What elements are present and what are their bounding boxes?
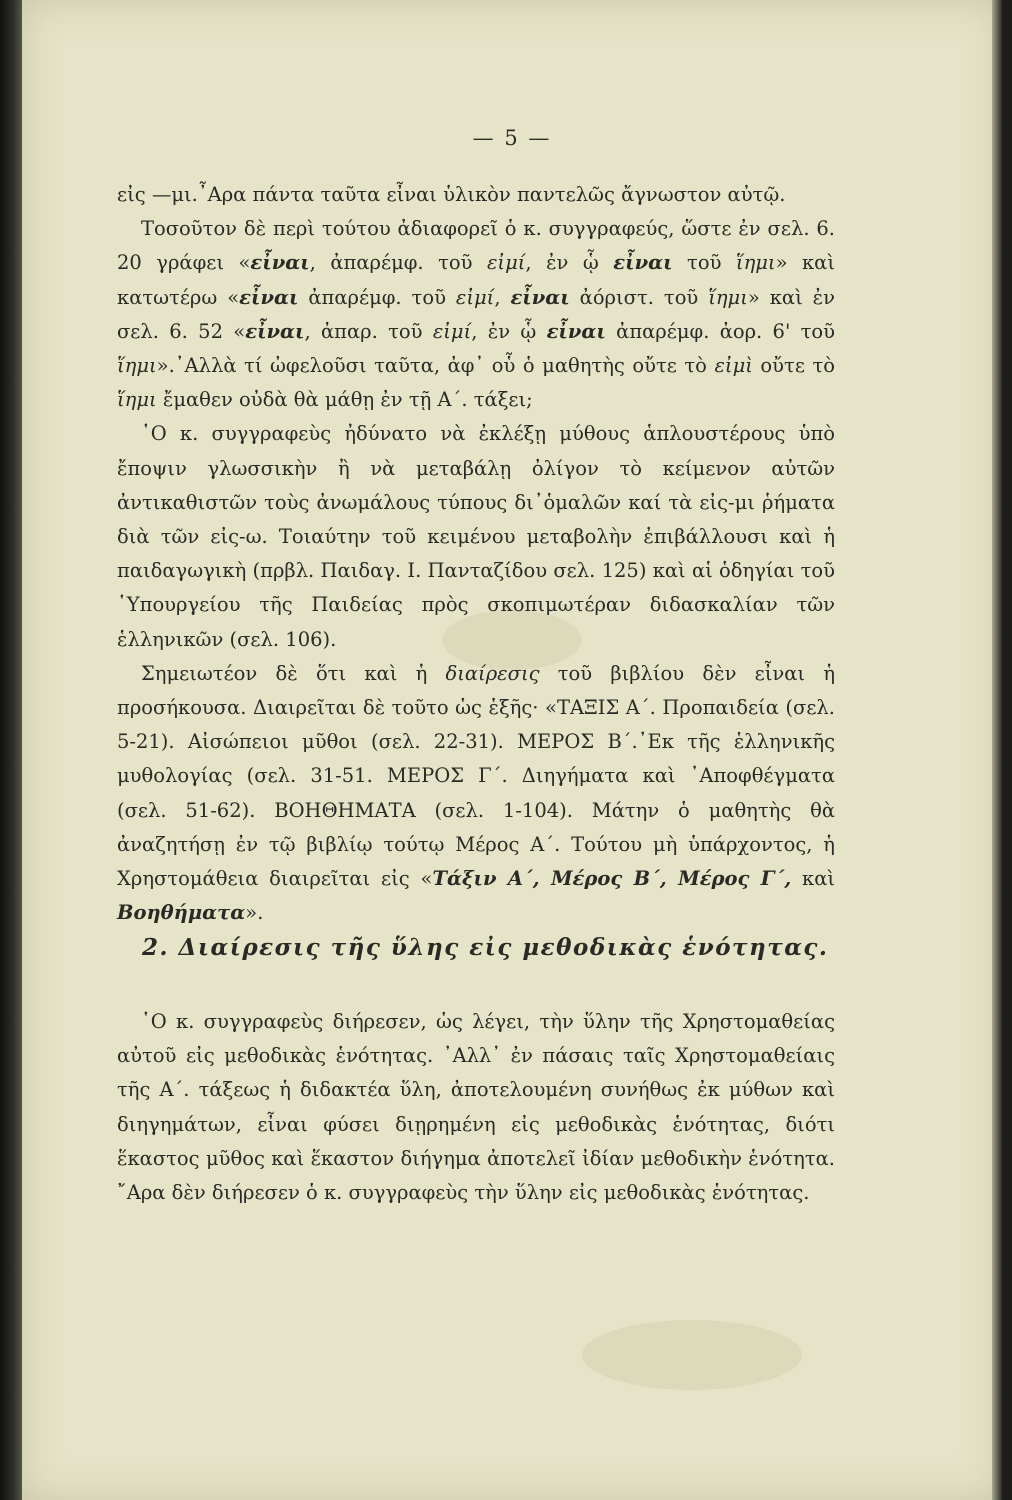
italic-term: ἵημι [735, 251, 776, 275]
binding-edge [0, 0, 22, 1500]
italic-term: εἰμί [486, 251, 526, 275]
paragraph-text: ». [245, 901, 264, 925]
page-number: — 5 — [472, 126, 552, 150]
document-page [22, 0, 1002, 1500]
emphasized-term: Βοηθήματα [117, 901, 246, 925]
paragraph-text: , ἀπαρ. τοῦ [304, 319, 433, 343]
emphasized-term: εἶναι [250, 251, 310, 275]
paragraph-text: ἔμαθεν οὐδὰ θὰ μάθῃ ἐν τῇ Α΄. τάξει; [156, 388, 533, 412]
section-heading: 2. Διαίρεσις τῆς ὕλης εἰς μεθοδικὰς ἑνότητας. [142, 934, 829, 961]
italic-term: εἰμὶ [714, 354, 753, 378]
paragraph-text: ».᾿Αλλὰ τί ὠφελοῦσι ταῦτα, ἀφ᾿ οὗ ὁ μαθητὴς οὔτε τὸ [156, 354, 715, 378]
paragraph-text: , ἐν ᾧ [471, 319, 547, 343]
paragraph-text: ἀπαρέμφ. τοῦ [298, 285, 456, 309]
paragraph-text: ῾Ο κ. συγγραφεὺς ἠδύνατο νὰ ἐκλέξῃ μύθους ἁπλουστέρους ὑπὸ ἔποψιν γλωσσικὴν ἢ νὰ μεταβάλῃ ὀλίγον τὸ κείμενον αὐτῶν ἀντικαθιστῶν τοὺς ἀνωμάλους τύπους δι᾿ὁμαλῶν καί τὰ εἰς-μι ῥήματα διὰ τῶν εἰς-ω. Τοιαύτην τοῦ κειμένου μεταβολὴν ἐπιβάλλουσι καὶ ἡ παιδαγωγικὴ (πρβλ. Παιδαγ. Ι. Πανταζίδου σελ. 125) καὶ αἱ ὁδηγίαι τοῦ ῾Υπουργείου τῆς Παιδείας πρὸς σκοπιμωτέραν διδασκαλίαν τῶν ἑλληνικῶν (σελ. 106). [117, 422, 835, 651]
paragraph-4 [117, 657, 835, 931]
paragraph-3 [117, 417, 835, 656]
paragraph-text: τοῦ βιβλίου δὲν εἶναι ἡ προσήκουσα. Διαιρεῖται δὲ τοῦτο ὡς ἑξῆς· «ΤΑΞΙΣ Α΄. Προπαιδεία (σελ. 5-21). Αἰσώπειοι μῦθοι (σελ. 22-31). ΜΕΡΟΣ Β΄.᾿Εκ τῆς ἑλληνικῆς μυθολογίας (σελ. 31-51. ΜΕΡΟΣ Γ΄. Διηγήματα καὶ ᾿Αποφθέγματα (σελ. 51-62). ΒΟΗΘΗΜΑΤΑ (σελ. 1-104). Μάτην ὁ μαθητὴς θὰ ἀναζητήσῃ ἐν τῷ βιβλίῳ τούτῳ Μέρος Α΄. Τούτου μὴ ὑπάρχοντος, ἡ Χρηστομάθεια διαιρεῖται εἰς « [117, 661, 835, 891]
italic-term: διαίρεσις [445, 661, 540, 685]
body-text [117, 178, 835, 930]
paragraph-text: εἰς —μι.῏Αρα πάντα ταῦτα εἶναι ὑλικὸν παντελῶς ἄγνωστον αὐτῷ. [117, 183, 786, 206]
paragraph-text: Τοσοῦτον δὲ περὶ τούτου ἀδιαφορεῖ ὁ κ. συγγραφεύς, ὥστε ἐν σελ. 6. 20 γράφει « [117, 217, 835, 275]
paragraph-text: οὔτε τὸ [752, 354, 835, 378]
emphasized-term: εἶναι [239, 285, 299, 309]
emphasized-term: Τάξιν Α΄, Μέρος Β΄, Μέρος Γ΄, [432, 867, 792, 891]
emphasized-term: εἶναι [510, 285, 570, 309]
italic-term: ἵημι [708, 285, 748, 309]
paragraph-1 [117, 178, 835, 212]
paragraph-text: » καὶ ἐν σελ. 6. 52 « [117, 285, 835, 343]
italic-term: ἵημι [117, 354, 157, 378]
paragraph-text: ἀπαρέμφ. ἀορ. 6' τοῦ [605, 319, 836, 343]
italic-term: εἰμί [455, 285, 495, 309]
paragraph-text: τοῦ [672, 251, 736, 275]
emphasized-term: εἶναι [245, 319, 305, 343]
italic-term: ἵημι [117, 388, 157, 412]
paragraph-text: καὶ [791, 867, 836, 891]
italic-term: εἰμί [432, 319, 472, 343]
paragraph-text: , ἀπαρέμφ. τοῦ [309, 251, 487, 275]
page-edge-shadow [992, 0, 1002, 1500]
paragraph-text: ἀόριστ. τοῦ [569, 285, 709, 309]
emphasized-term: εἶναι [613, 251, 673, 275]
paragraph-text: Σημειωτέον δὲ ὅτι καὶ ἡ [141, 661, 446, 685]
paragraph-text: , [494, 285, 511, 309]
section-paragraph: ῾Ο κ. συγγραφεὺς διήρεσεν, ὡς λέγει, τὴν ὕλην τῆς Χρηστομαθείας αὐτοῦ εἰς μεθοδικὰς ἑνότητας. ᾿Αλλ᾿ ἐν πάσαις ταῖς Χρηστομαθείαις τῆς Α΄. τάξεως ἡ διδακτέα ὕλη, ἀποτελουμένη συνήθως ἐκ μύθων καὶ διηγημάτων, εἶναι φύσει διῃρημένη εἰς μεθοδικὰς ἑνότητας, διότι ἕκαστος μῦθος καὶ ἕκαστον διήγημα ἀποτελεῖ ἰδίαν μεθοδικὴν ἑνότητα. ῎Αρα δὲν διήρεσεν ὁ κ. συγγραφεὺς τὴν ὕλην εἰς μεθοδικὰς ἑνότητας. [117, 1010, 835, 1205]
paragraph-text: » καὶ κατωτέρω « [117, 251, 835, 309]
paragraph-2 [117, 212, 835, 417]
emphasized-term: εἶναι [546, 319, 606, 343]
section-body-text [117, 1005, 835, 1210]
paragraph-text: , ἐν ᾧ [525, 251, 614, 275]
paper-stain [582, 1320, 802, 1390]
